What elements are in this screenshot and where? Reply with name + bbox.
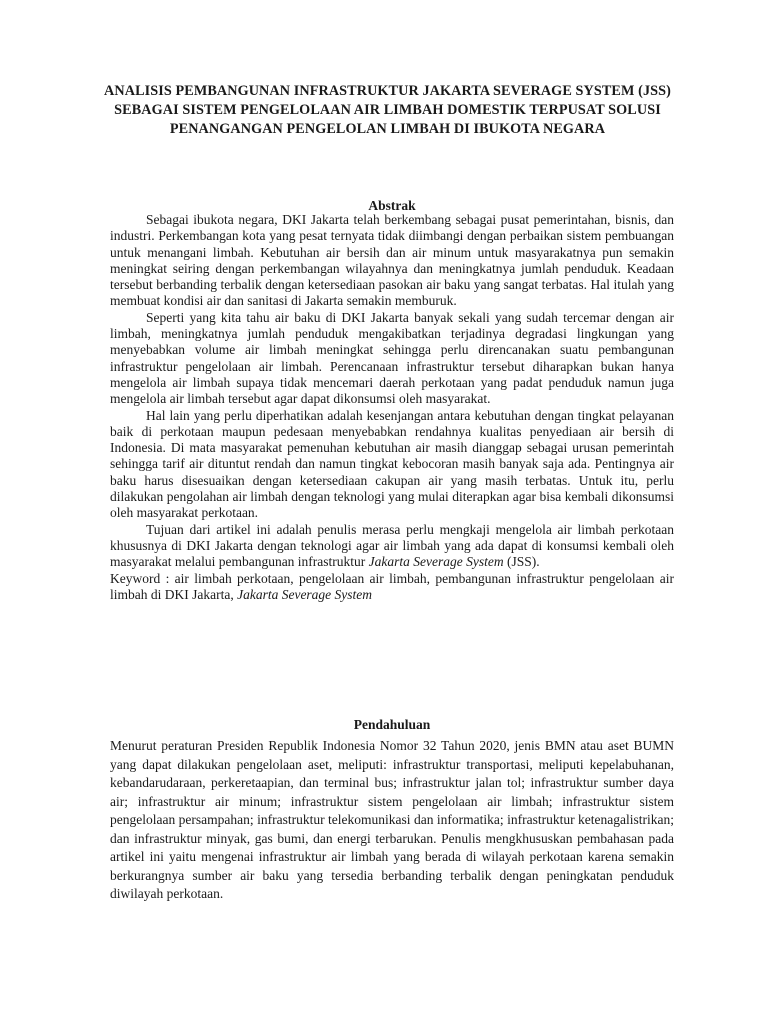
abstract-paragraph: Seperti yang kita tahu air baku di DKI Jakarta banyak sekali yang sudah tercemar dengan air limbah, meningkatnya jumlah penduduk mengakibatkan terjadinya degradasi lingkungan yang menyebabkan volume air limbah meningkat sehingga perlu direncanakan suatu pembangunan infrastruktur pengelolaan air limbah. Perencanaan infrastruktur tersebut diharapkan bukan hanya mengelola air limbah supaya tidak mencemari daerah perkotaan yang padat penduduk namun juga mengelola air limbah tersebut agar dapat dikonsumsi oleh masyarakat.: [110, 309, 674, 407]
abstract-section: [110, 212, 674, 603]
abstract-italic-term: Jakarta Severage System: [368, 554, 504, 570]
document-title: ANALISIS PEMBANGUNAN INFRASTRUKTUR JAKARTA SEVERAGE SYSTEM (JSS) SEBAGAI SISTEM PENGELOLAAN AIR LIMBAH DOMESTIK TERPUSAT SOLUSI PENANGANGAN PENGELOLAN LIMBAH DI IBUKOTA NEGARA: [104, 83, 671, 137]
abstract-paragraph: Hal lain yang perlu diperhatikan adalah kesenjangan antara kebutuhan dengan tingkat pelayanan baik di perkotaan maupun pedesaan menyebabkan rendahnya kualitas penyediaan air bersih di Indonesia. Di mata masyarakat pemenuhan kebutuhan air masih dianggap sebagai urusan pemerintah sehingga tarif air dituntut rendah dan namun tingkat kebocoran masih banyak saja ada. Pentingnya air baku harus disesuaikan dengan ketersediaan cakupan air yang masih terbatas. Untuk itu, perlu dilakukan pengolahan air limbah dengan teknologi yang mulai diterapkan agar bisa kembali dikonsumsi oleh masyarakat perkotaan.: [110, 407, 674, 521]
abstract-paragraph: Sebagai ibukota negara, DKI Jakarta telah berkembang sebagai pusat pemerintahan, bisnis, dan industri. Perkembangan kota yang pesat ternyata tidak diimbangi dengan perbaikan sistem pembuangan untuk menangani limbah. Kebutuhan air bersih dan air minum untuk masyarakatnya pun semakin meningkat seiring dengan perkembangan wilayahnya dan meningkatnya jumlah penduduk. Keadaan tersebut berbanding terbalik dengan ketersediaan pasokan air baku yang sangat terbatas. Hal itulah yang membuat kondisi air dan sanitasi di Jakarta semakin memburuk.: [110, 212, 674, 309]
intro-paragraph: Menurut peraturan Presiden Republik Indonesia Nomor 32 Tahun 2020, jenis BMN atau aset BUMN yang dapat dilakukan pengelolaan aset, meliputi: infrastruktur transportasi, meliputi kepelabuhanan, kebandarudaraan, perkeretaapian, dan terminal bus; infrastruktur jalan tol; infrastruktur sumber daya air; infrastruktur air minum; infrastruktur sistem pengelolaan air limbah; infrastruktur sistem pengelolaan persampahan; infrastruktur telekomunikasi dan informatika; infrastruktur ketenagalistrikan; dan infrastruktur minyak, gas bumi, dan energi terbarukan. Penulis mengkhususkan pembahasan pada artikel ini yaitu mengenai infrastruktur air limbah yang berada di wilayah perkotaan karena semakin berkurangnya sumber air baku yang tersedia berbanding terbalik dengan peningkatan penduduk diwilayah perkotaan.: [110, 738, 674, 901]
keyword-text: Keyword : air limbah perkotaan, pengelolaan air limbah, pembangunan infrastruktur pengelolaan air limbah di DKI Jakarta,: [110, 570, 674, 602]
abstract-tail: (JSS).: [503, 554, 540, 570]
keyword-line: [110, 571, 674, 604]
intro-heading: Pendahuluan: [353, 717, 431, 732]
abstract-heading: Abstrak: [368, 198, 416, 213]
intro-section: [110, 737, 674, 904]
keyword-italic-term: Jakarta Severage System: [237, 586, 373, 602]
abstract-text: Tujuan dari artikel ini adalah penulis merasa perlu mengkaji mengelola air limbah perkotaan khususnya di DKI Jakarta dengan teknologi agar air limbah yang ada dapat di konsumsi kembali oleh masyarakat melalui pembangunan infrastruktur: [110, 521, 674, 570]
abstract-paragraph: [110, 522, 674, 571]
